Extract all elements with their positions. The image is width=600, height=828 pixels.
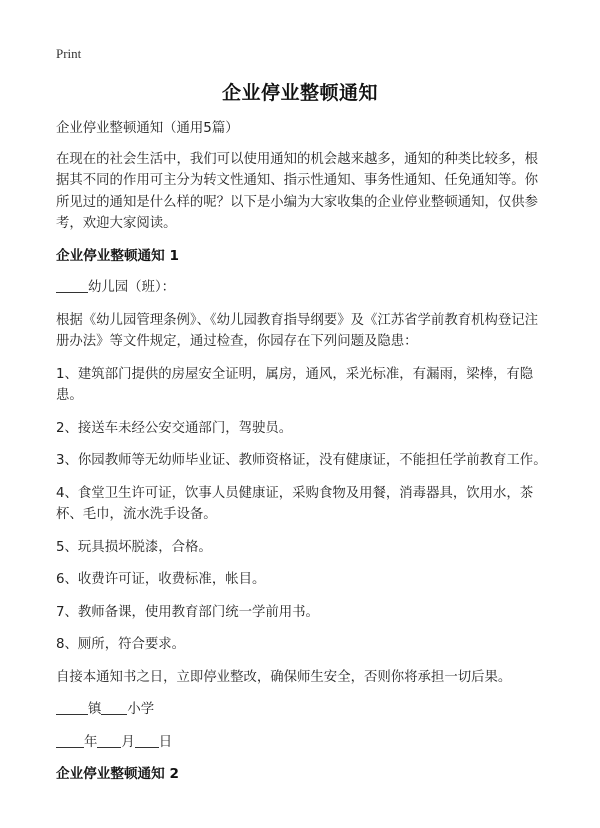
date-day: 日	[158, 734, 173, 750]
issue-item: 8、厕所，符合要求。	[56, 637, 186, 652]
recipient-suffix: 幼儿园（班）：	[88, 280, 176, 295]
recipient-line	[56, 277, 548, 299]
blank-line	[56, 733, 84, 748]
document-subtitle: 企业停业整顿通知（通用5篇）	[56, 121, 239, 136]
date-year: 年	[84, 734, 98, 750]
date-month: 月	[121, 734, 135, 750]
issue-item: 2、接送车未经公安交通部门，驾驶员。	[56, 420, 293, 436]
section-heading-1: 企业停业整顿通知 1	[56, 247, 179, 264]
issue-item: 1、建筑部门提供的房屋安全证明，属房，通风，采光标准，有漏雨，梁棒，有隐患。	[56, 366, 534, 403]
section-heading-2: 企业停业整顿通知 2	[56, 766, 179, 782]
blank-line	[56, 700, 88, 715]
issue-item: 7、教师备课，使用教育部门统一学前用书。	[56, 604, 319, 620]
blank-line	[135, 733, 159, 748]
signature-school: 小学	[127, 702, 155, 717]
page-title: 企业停业整顿通知	[221, 82, 378, 104]
blank-line	[56, 278, 88, 293]
issue-item: 3、你园教师等无幼师毕业证、教师资格证，没有健康证，不能担任学前教育工作。	[56, 453, 547, 468]
issue-item: 4、食堂卫生许可证，饮事人员健康证，采购食物及用餐，消毒器具，饮用水，茶杯、毛巾，流水洗手设备。	[56, 485, 534, 522]
print-link[interactable]: Print	[56, 46, 82, 61]
signature-line	[56, 699, 548, 721]
blank-line	[97, 733, 121, 748]
issue-item: 5、玩具损坏脱漆，合格。	[56, 539, 212, 555]
intro-paragraph: 在现在的社会生活中，我们可以使用通知的机会越来越多，通知的种类比较多，根据其不同的作用可主分为转文性通知、指示性通知、事务性通知、任免通知等。你所见过的通知是什么样的呢？以下是小编为大家收集的企业停业整顿通知，仅供参考，欢迎大家阅读。	[56, 151, 539, 231]
issue-item: 6、收费许可证，收费标准，帐目。	[56, 572, 266, 587]
basis-paragraph: 根据《幼儿园管理条例》、《幼儿园教育指导纲要》及《江苏省学前教育机构登记注册办法》等文件规定，通过检查，你园存在下列问题及隐患：	[56, 312, 539, 349]
blank-line	[101, 700, 127, 715]
date-line	[56, 732, 548, 754]
signature-town: 镇	[88, 702, 102, 717]
closing-paragraph: 自接本通知书之日，立即停业整改，确保师生安全，否则你将承担一切后果。	[56, 669, 512, 685]
document-body	[56, 118, 548, 796]
